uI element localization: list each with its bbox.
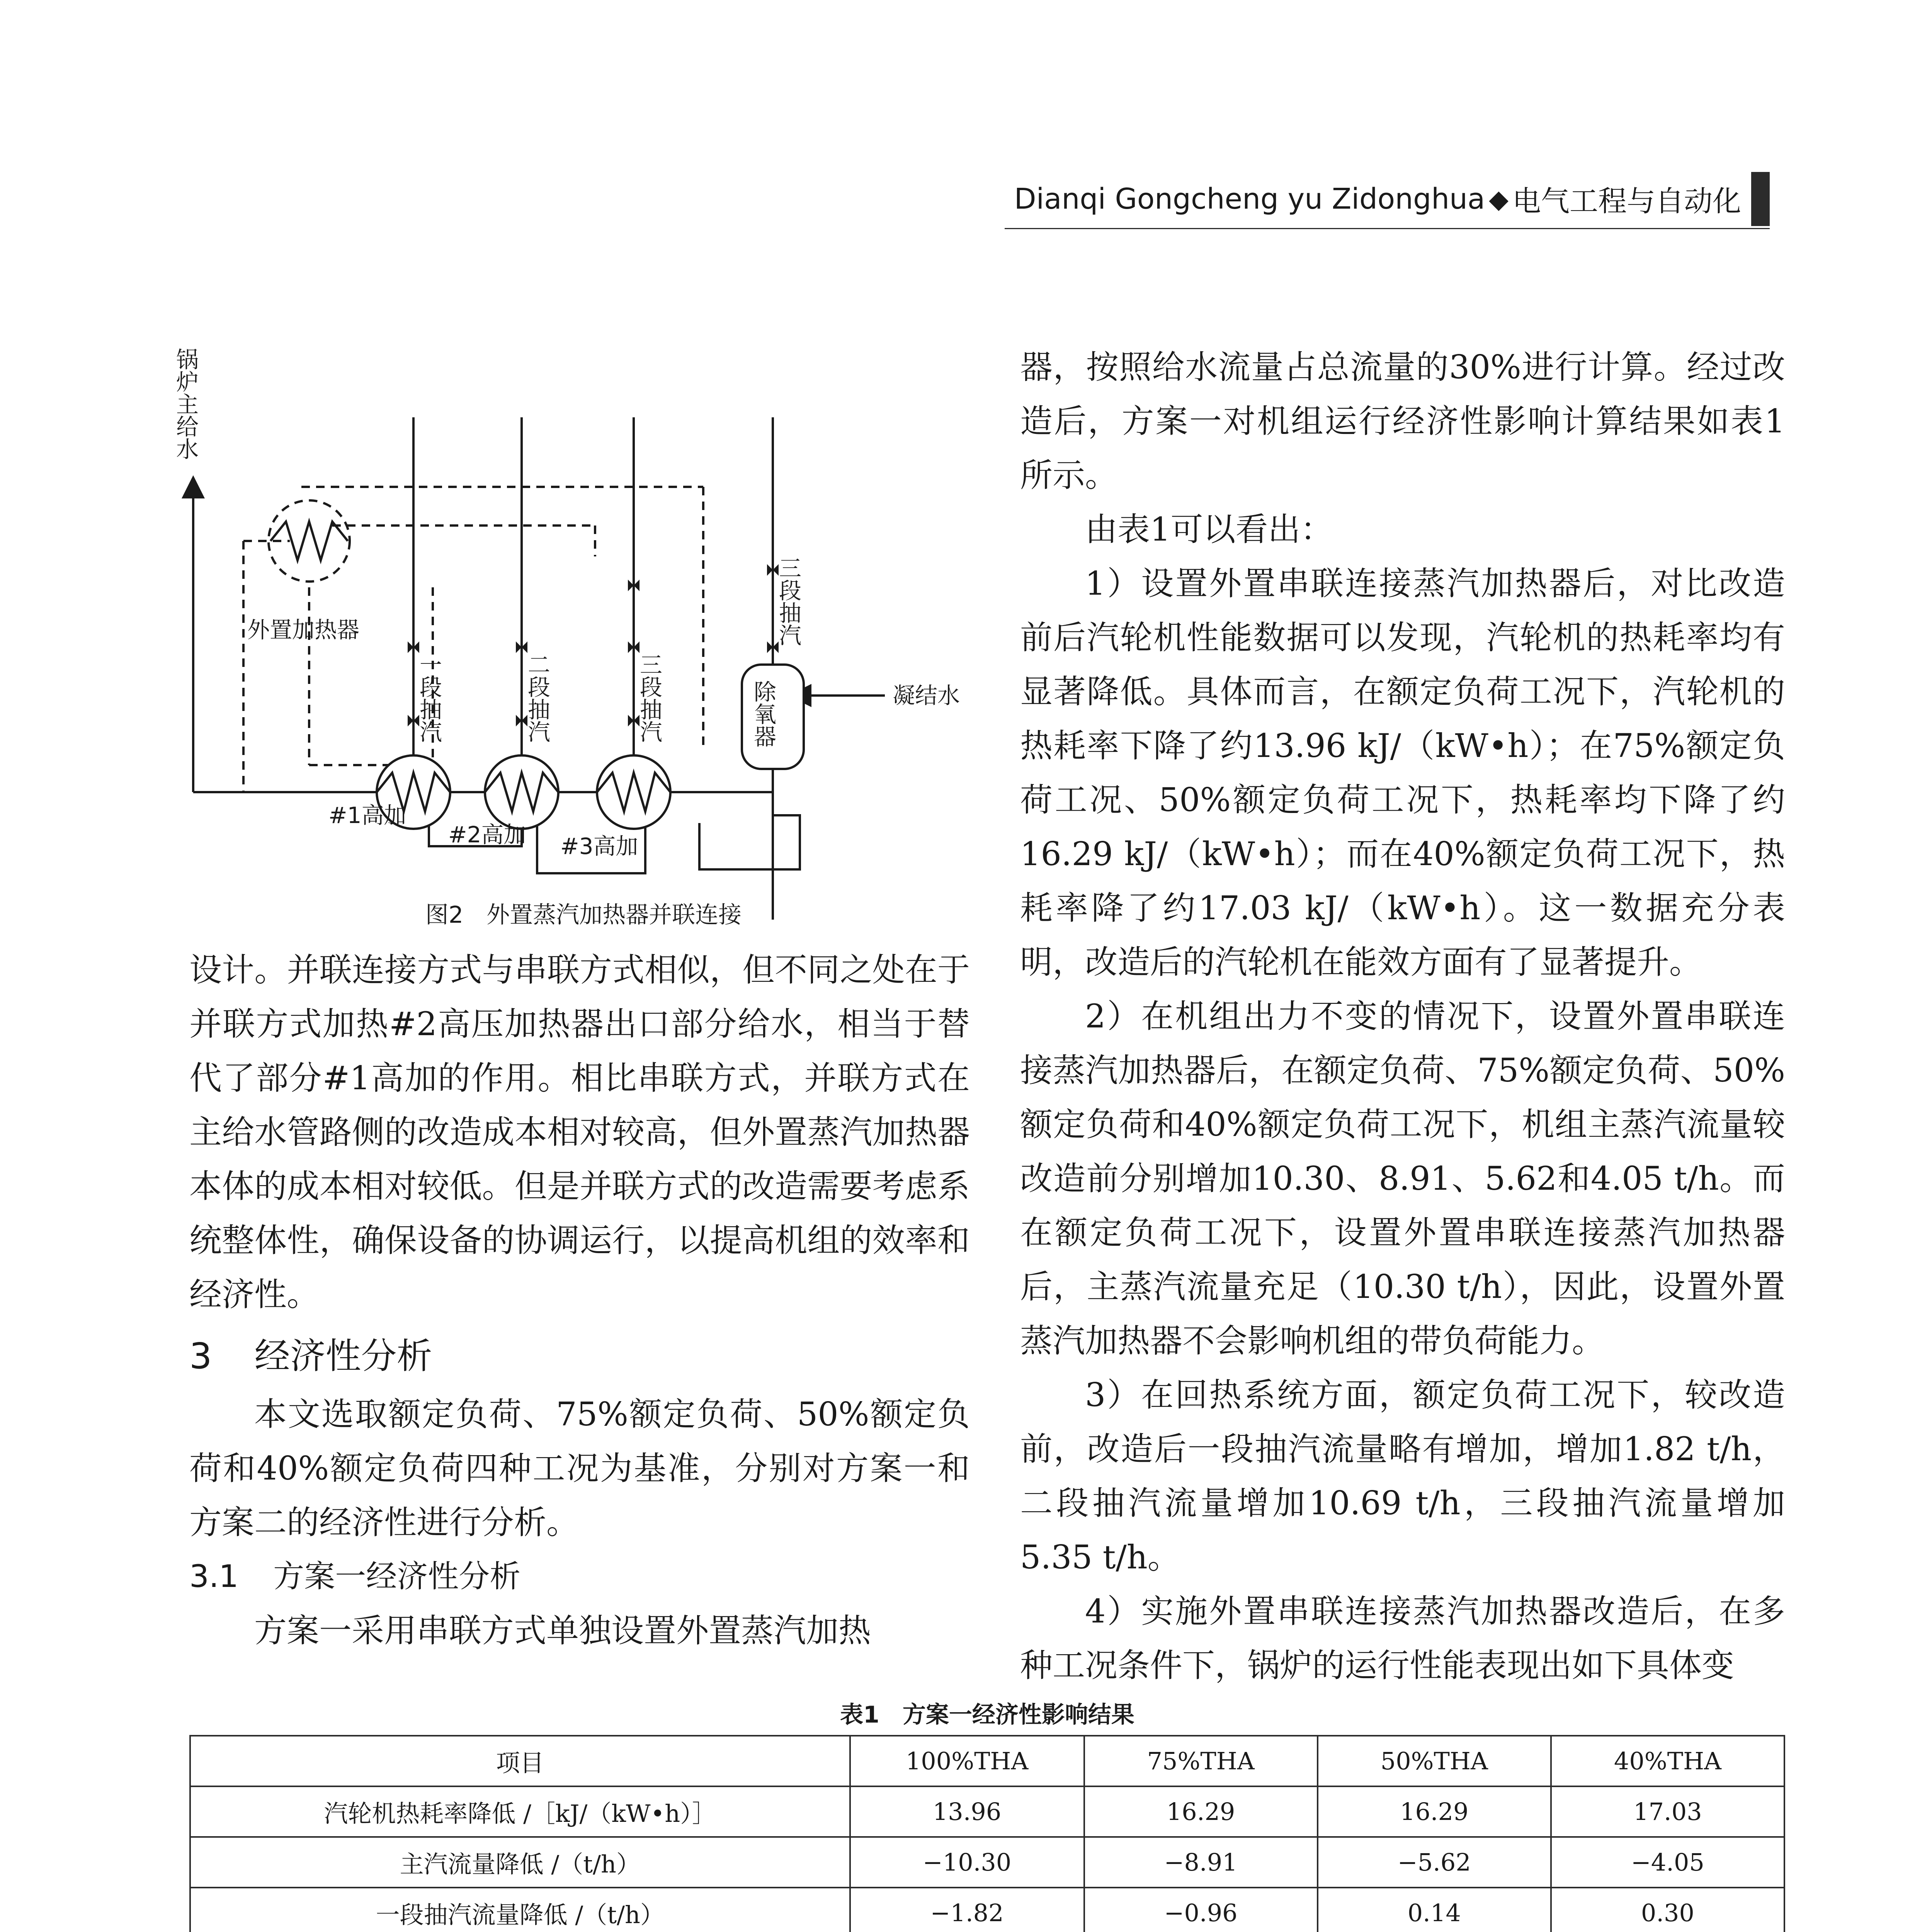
header-bar-mark [1751,172,1770,226]
diamond-separator-icon: ◆ [1489,184,1509,214]
label-stage2: 二段抽汽 [524,653,550,743]
right-paragraph-3: 1）设置外置串联连接蒸汽加热器后，对比改造前后汽轮机性能数据可以发现，汽轮机的热耗率均有显著降低。具体而言，在额定负荷工况下，汽轮机的热耗率下降了约13.96 kJ/（kW•h）；在75%额定负荷工况、50%额定负荷工况下，热耗率均下降了约16.29 kJ/（kW•h）；而在40%额定负荷工况下，热耗率降了约17.03 kJ/（kW•h）。这一数据充分表明，改造后的汽轮机在能效方面有了显著提升。 [1020,565,1785,981]
hp2-heater-symbol [485,755,558,829]
table-cell: −10.30 [850,1837,1084,1888]
table-row-label: 汽轮机热耗率降低 /［kJ/（kW•h）］ [190,1786,850,1837]
table-row-label: 一段抽汽流量降低 /（t/h） [190,1888,850,1932]
table-row [190,1837,1784,1888]
table-row [190,1786,1784,1837]
label-main-water: 锅炉主给水 [172,348,199,460]
table-cell: 0.14 [1318,1888,1551,1932]
table-cell: 16.29 [1084,1786,1318,1837]
table-cell: −0.96 [1084,1888,1318,1932]
subsection-title: 方案一经济性分析 [273,1558,521,1594]
label-hp2: #2高加 [448,821,526,848]
table-header-cell: 项目 [190,1736,850,1786]
header-rule [1005,228,1770,229]
table-cell: 17.03 [1551,1786,1784,1837]
journal-pinyin: Dianqi Gongcheng yu Zidonghua [1014,182,1485,216]
table-cell: −5.62 [1318,1837,1551,1888]
running-header [1005,170,1770,228]
subsection-heading [189,1549,970,1604]
table-header-cell: 40%THA [1551,1736,1784,1786]
right-paragraph-2: 由表1可以看出： [1085,510,1333,548]
right-paragraph-4: 2）在机组出力不变的情况下，设置外置串联连接蒸汽加热器后，在额定负荷、75%额定负荷、50%额定负荷和40%额定负荷工况下，机组主蒸汽流量较改造前分别增加10.30、8.91、5.62和4.05 t/h。而在额定负荷工况下，设置外置串联连接蒸汽加热器后，主蒸汽流量充足（10.30 t/h），因此，设置外置蒸汽加热器不会影响机组的带负荷能力。 [1020,997,1785,1360]
left-paragraph-2: 本文选取额定负荷、75%额定负荷、50%额定负荷和40%额定负荷四种工况为基准，分别对方案一和方案二的经济性进行分析。 [189,1395,970,1541]
table-cell: −1.82 [850,1888,1084,1932]
label-condensate: 凝结水 [893,682,960,709]
subsection-number: 3.1 [189,1558,239,1594]
label-stage3-top: 三段抽汽 [775,556,801,646]
section-title: 经济性分析 [254,1335,432,1377]
figure-caption: 图2 外置蒸汽加热器并联连接 [425,901,742,929]
left-column [189,943,970,1658]
label-hp1: #1高加 [328,802,406,828]
label-stage3-col: 三段抽汽 [636,653,662,743]
figure-2-diagram [172,340,985,885]
table-header-cell: 75%THA [1084,1736,1318,1786]
table-caption: 表1 方案一经济性影响结果 [840,1701,1134,1728]
label-ext-heater: 外置加热器 [247,617,360,643]
left-paragraph-1: 设计。并联连接方式与串联方式相似，但不同之处在于并联方式加热#2高压加热器出口部分给水，相当于替代了部分#1高加的作用。相比串联方式，并联方式在主给水管路侧的改造成本相对较高，但外置蒸汽加热器本体的成本相对较低。但是并联方式的改造需要考虑系统整体性，确保设备的协调运行，以提高机组的效率和经济性。 [189,951,970,1313]
right-paragraph-5: 3）在回热系统方面，额定负荷工况下，较改造前，改造后一段抽汽流量略有增加，增加1.82 t/h，二段抽汽流量增加10.69 t/h，三段抽汽流量增加5.35 t/h。 [1020,1376,1785,1576]
section-heading [189,1329,970,1383]
journal-name: 电气工程与自动化 [1512,185,1741,218]
valve-icons [408,564,779,726]
table-header-row [190,1736,1784,1786]
results-table [189,1735,1785,1932]
section-number: 3 [189,1335,212,1377]
right-column [1020,340,1785,1692]
table-header-cell: 100%THA [850,1736,1084,1786]
left-paragraph-3: 方案一采用串联方式单独设置外置蒸汽加热 [254,1612,871,1650]
table-header-cell: 50%THA [1318,1736,1551,1786]
table-row [190,1888,1784,1932]
table-cell: −8.91 [1084,1837,1318,1888]
table-cell: −4.05 [1551,1837,1784,1888]
label-deaerator: 除氧器 [750,680,776,747]
right-paragraph-1: 器，按照给水流量占总流量的30%进行计算。经过改造后，方案一对机组运行经济性影响计算结果如表1所示。 [1020,348,1785,494]
table-row-label: 主汽流量降低 /（t/h） [190,1837,850,1888]
table-cell: 0.30 [1551,1888,1784,1932]
table-cell: 13.96 [850,1786,1084,1837]
label-stage1: 一段抽汽 [416,653,442,743]
right-paragraph-6: 4）实施外置串联连接蒸汽加热器改造后，在多种工况条件下，锅炉的运行性能表现出如下具体变 [1020,1592,1785,1684]
label-hp3: #3高加 [560,833,638,859]
hp3-heater-symbol [597,755,670,829]
table-cell: 16.29 [1318,1786,1551,1837]
